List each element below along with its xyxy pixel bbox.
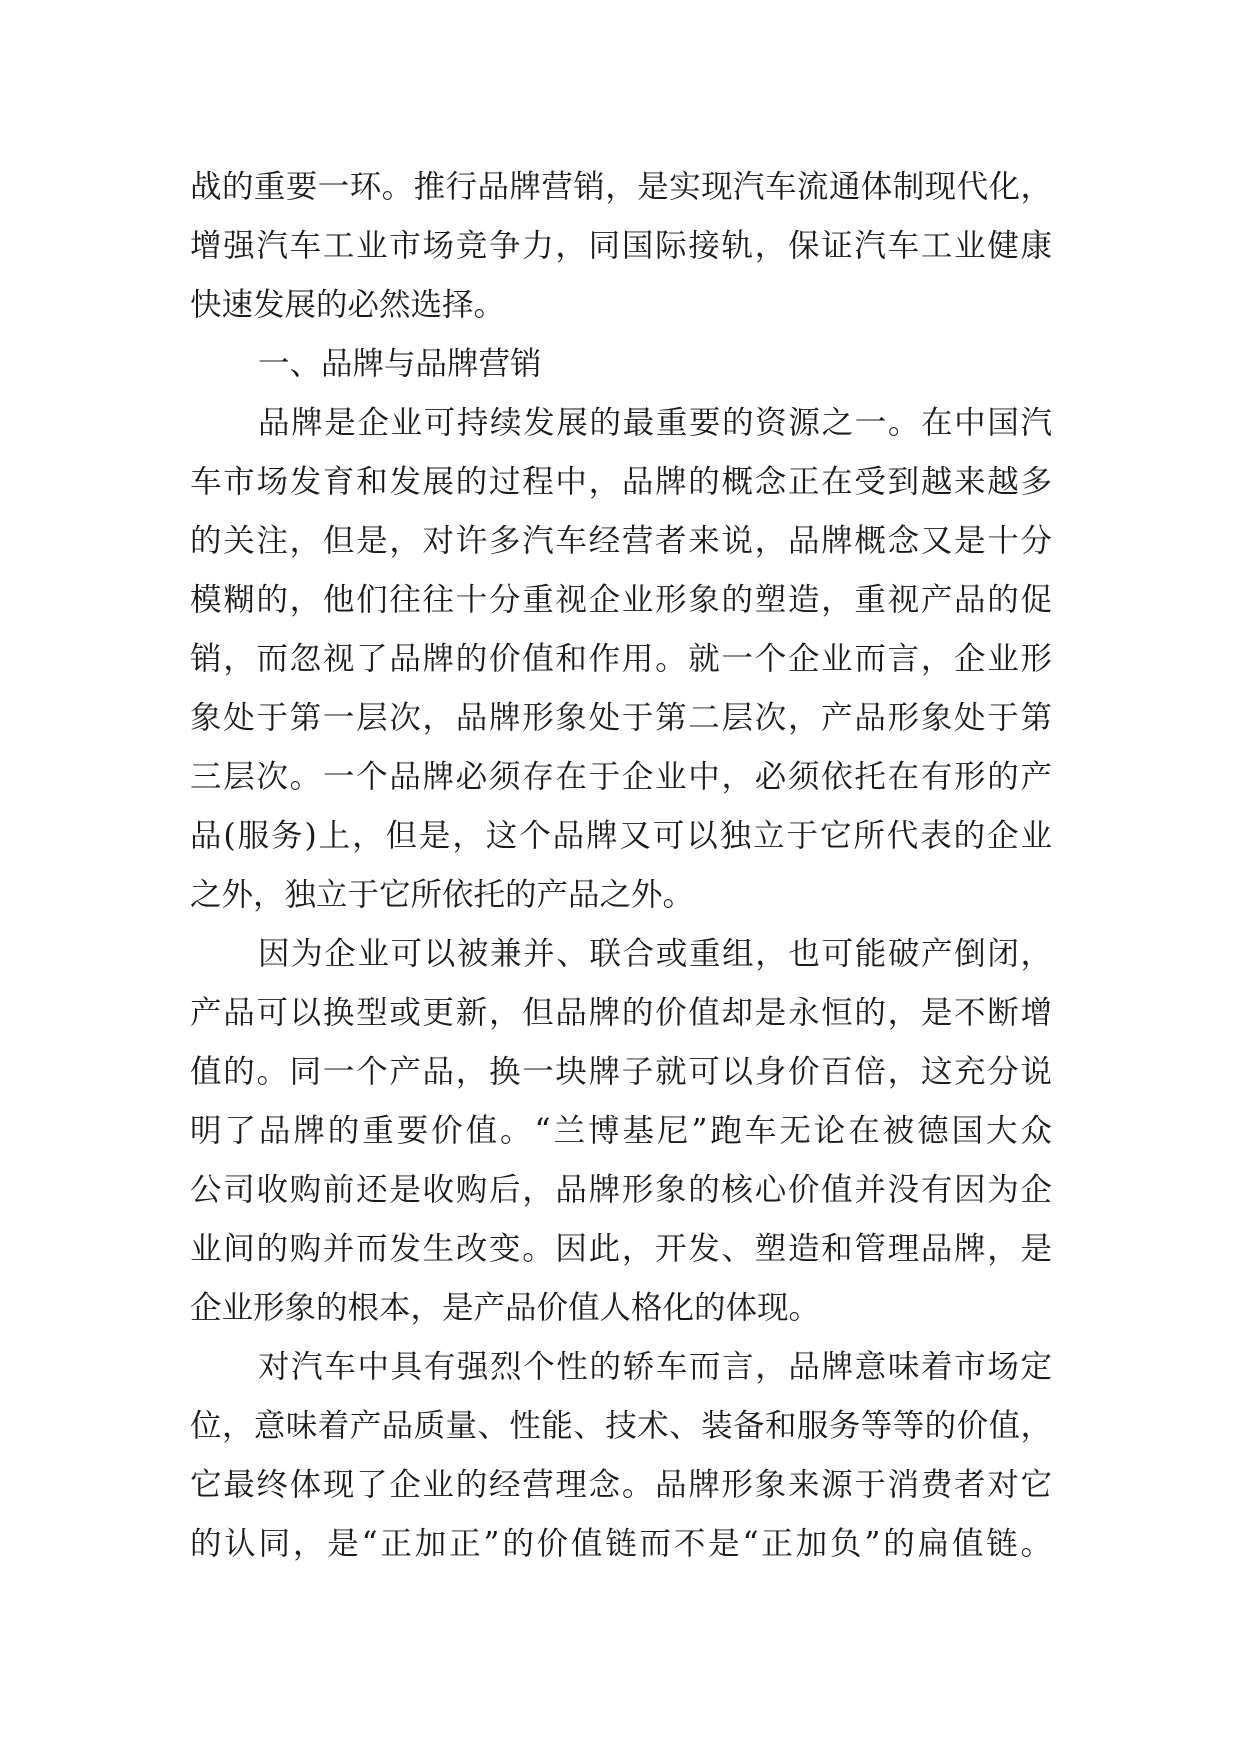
text-line: 公司收购前还是收购后，品牌形象的核心价值并没有因为企 bbox=[190, 1172, 1052, 1208]
body-text bbox=[190, 158, 1052, 1574]
text-line: 品(服务)上，但是，这个品牌又可以独立于它所代表的企业 bbox=[190, 818, 1052, 854]
text-line: 增强汽车工业市场竞争力，同国际接轨，保证汽车工业健康 bbox=[190, 228, 1052, 264]
text-line: 明了品牌的重要价值。“兰博基尼”跑车无论在被德国大众 bbox=[190, 1113, 1052, 1149]
text-line: 三层次。一个品牌必须存在于企业中，必须依托在有形的产 bbox=[190, 759, 1052, 795]
text-line: 快速发展的必然选择。 bbox=[190, 287, 506, 323]
text-line: 的关注，但是，对许多汽车经营者来说，品牌概念又是十分 bbox=[190, 523, 1052, 559]
text-line: 模糊的，他们往往十分重视企业形象的塑造，重视产品的促 bbox=[190, 582, 1052, 618]
text-line: 企业形象的根本，是产品价值人格化的体现。 bbox=[190, 1290, 821, 1326]
text-line: 因为企业可以被兼并、联合或重组，也可能破产倒闭， bbox=[258, 936, 1052, 972]
text-line: 产品可以换型或更新，但品牌的价值却是永恒的，是不断增 bbox=[190, 995, 1052, 1031]
text-line: 对汽车中具有强烈个性的轿车而言，品牌意味着市场定 bbox=[258, 1349, 1052, 1385]
section-heading: 一、品牌与品牌营销 bbox=[258, 346, 542, 382]
text-line: 战的重要一环。推行品牌营销，是实现汽车流通体制现代化， bbox=[190, 169, 1052, 205]
text-line: 位，意味着产品质量、性能、技术、装备和服务等等的价值， bbox=[190, 1408, 1052, 1444]
text-line: 销，而忽视了品牌的价值和作用。就一个企业而言，企业形 bbox=[190, 641, 1052, 677]
text-line: 值的。同一个产品，换一块牌子就可以身价百倍，这充分说 bbox=[190, 1054, 1052, 1090]
text-line: 它最终体现了企业的经营理念。品牌形象来源于消费者对它 bbox=[190, 1467, 1052, 1503]
text-line: 的认同，是“正加正”的价值链而不是“正加负”的扁值链。 bbox=[190, 1526, 1052, 1562]
text-line: 象处于第一层次，品牌形象处于第二层次，产品形象处于第 bbox=[190, 700, 1052, 736]
text-line: 品牌是企业可持续发展的最重要的资源之一。在中国汽 bbox=[258, 405, 1052, 441]
text-line: 之外，独立于它所依托的产品之外。 bbox=[190, 877, 695, 913]
text-line: 业间的购并而发生改变。因此，开发、塑造和管理品牌，是 bbox=[190, 1231, 1052, 1267]
text-line: 车市场发育和发展的过程中，品牌的概念正在受到越来越多 bbox=[190, 464, 1052, 500]
